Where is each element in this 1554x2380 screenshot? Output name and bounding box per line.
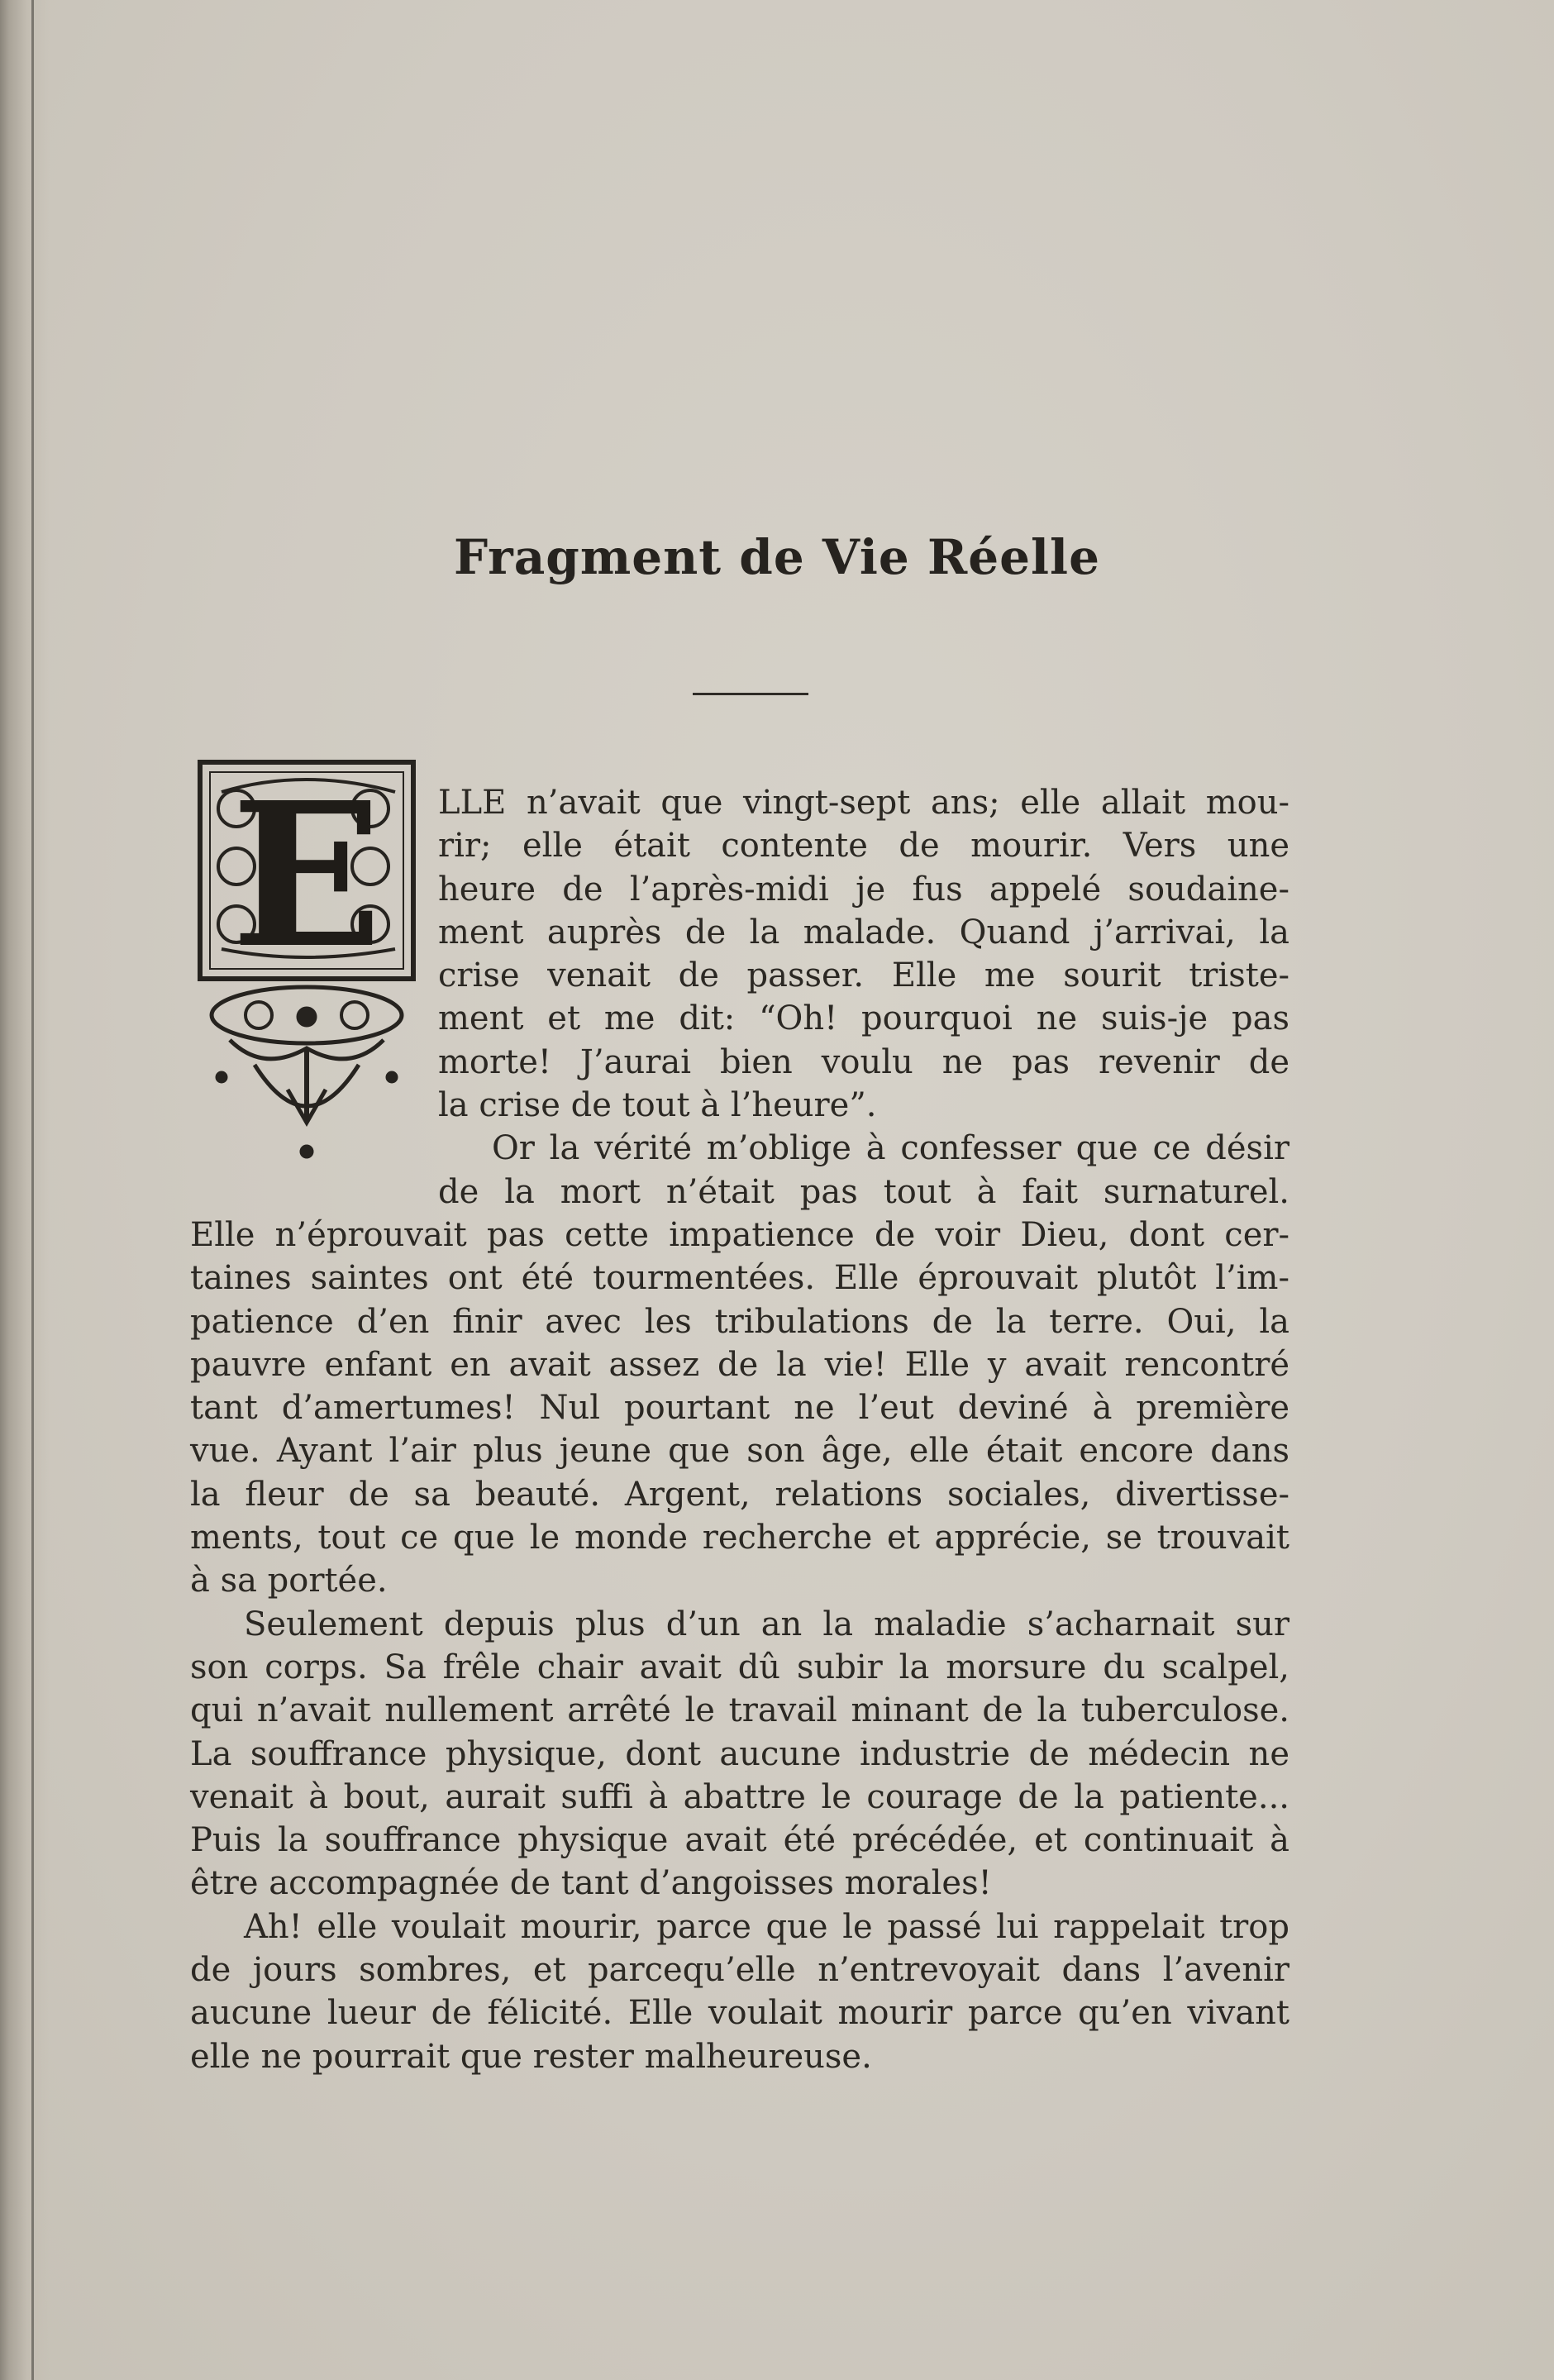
text-line: vue. Ayant l’air plus jeune que son âge, elle était encore dans: [190, 1432, 1289, 1471]
text-line: elle ne pourrait que rester malheureuse.: [190, 2037, 872, 2076]
text-line: de jours sombres, et parcequ’elle n’entrevoyait dans l’avenir: [190, 1951, 1289, 1990]
body-text: [190, 781, 1289, 2078]
book-gutter-line: [31, 0, 34, 2380]
text-line: ment auprès de la malade. Quand j’arrivai, la: [438, 913, 1289, 952]
text-line: pauvre enfant en avait assez de la vie! Elle y avait rencontré: [190, 1345, 1289, 1384]
text-line: venait à bout, aurait suffi à abattre le courage de la patiente...: [190, 1777, 1289, 1816]
text-line: tant d’amertumes! Nul pourtant ne l’eut deviné à première: [190, 1389, 1289, 1428]
text-line: de la mort n’était pas tout à fait surnaturel.: [438, 1172, 1289, 1211]
text-line: Puis la souffrance physique avait été précédée, et continuait à: [190, 1821, 1289, 1860]
text-line: morte! J’aurai bien voulu ne pas revenir de: [438, 1042, 1289, 1081]
text-line: rir; elle était contente de mourir. Vers une: [438, 827, 1289, 866]
text-line: Seulement depuis plus d’un an la maladie s’acharnait sur: [244, 1605, 1289, 1643]
text-line: Or la vérité m’oblige à confesser que ce désir: [492, 1129, 1289, 1168]
text-line: taines saintes ont été tourmentées. Elle éprouvait plutôt l’im-: [190, 1259, 1289, 1298]
text-line: aucune lueur de félicité. Elle voulait mourir parce qu’en vivant: [190, 1994, 1289, 2033]
chapter-title: Fragment de Vie Réelle: [453, 529, 1100, 585]
text-line: qui n’avait nullement arrêté le travail minant de la tuberculose.: [190, 1691, 1289, 1730]
text-line: crise venait de passer. Elle me sourit triste-: [438, 956, 1289, 995]
title-rule: [693, 693, 808, 695]
drop-cap-letter: E: [231, 759, 383, 992]
text-line: Ah! elle voulait mourir, parce que le passé lui rappelait trop: [244, 1907, 1289, 1946]
text-line: son corps. Sa frêle chair avait dû subir la morsure du scalpel,: [190, 1648, 1289, 1686]
text-line: ment et me dit: “Oh! pourquoi ne suis-je pas: [438, 999, 1289, 1038]
text-line: être accompagnée de tant d’angoisses morales!: [190, 1864, 992, 1903]
text-line: Elle n’éprouvait pas cette impatience de voir Dieu, dont cer-: [190, 1215, 1289, 1254]
text-line: heure de l’après-midi je fus appelé soudaine-: [438, 870, 1289, 909]
text-line: ments, tout ce que le monde recherche et apprécie, se trouvait: [190, 1519, 1289, 1557]
text-line: LLE n’avait que vingt-sept ans; elle allait mou-: [438, 784, 1289, 822]
text-line: La souffrance physique, dont aucune industrie de médecin ne: [190, 1734, 1289, 1773]
text-line: la fleur de sa beauté. Argent, relations sociales, divertisse-: [190, 1475, 1289, 1514]
text-line: patience d’en finir avec les tribulations de la terre. Oui, la: [190, 1302, 1289, 1341]
text-line: à sa portée.: [190, 1562, 388, 1600]
text-line: la crise de tout à l’heure”.: [438, 1086, 877, 1125]
book-spine-shadow: [0, 0, 50, 2380]
